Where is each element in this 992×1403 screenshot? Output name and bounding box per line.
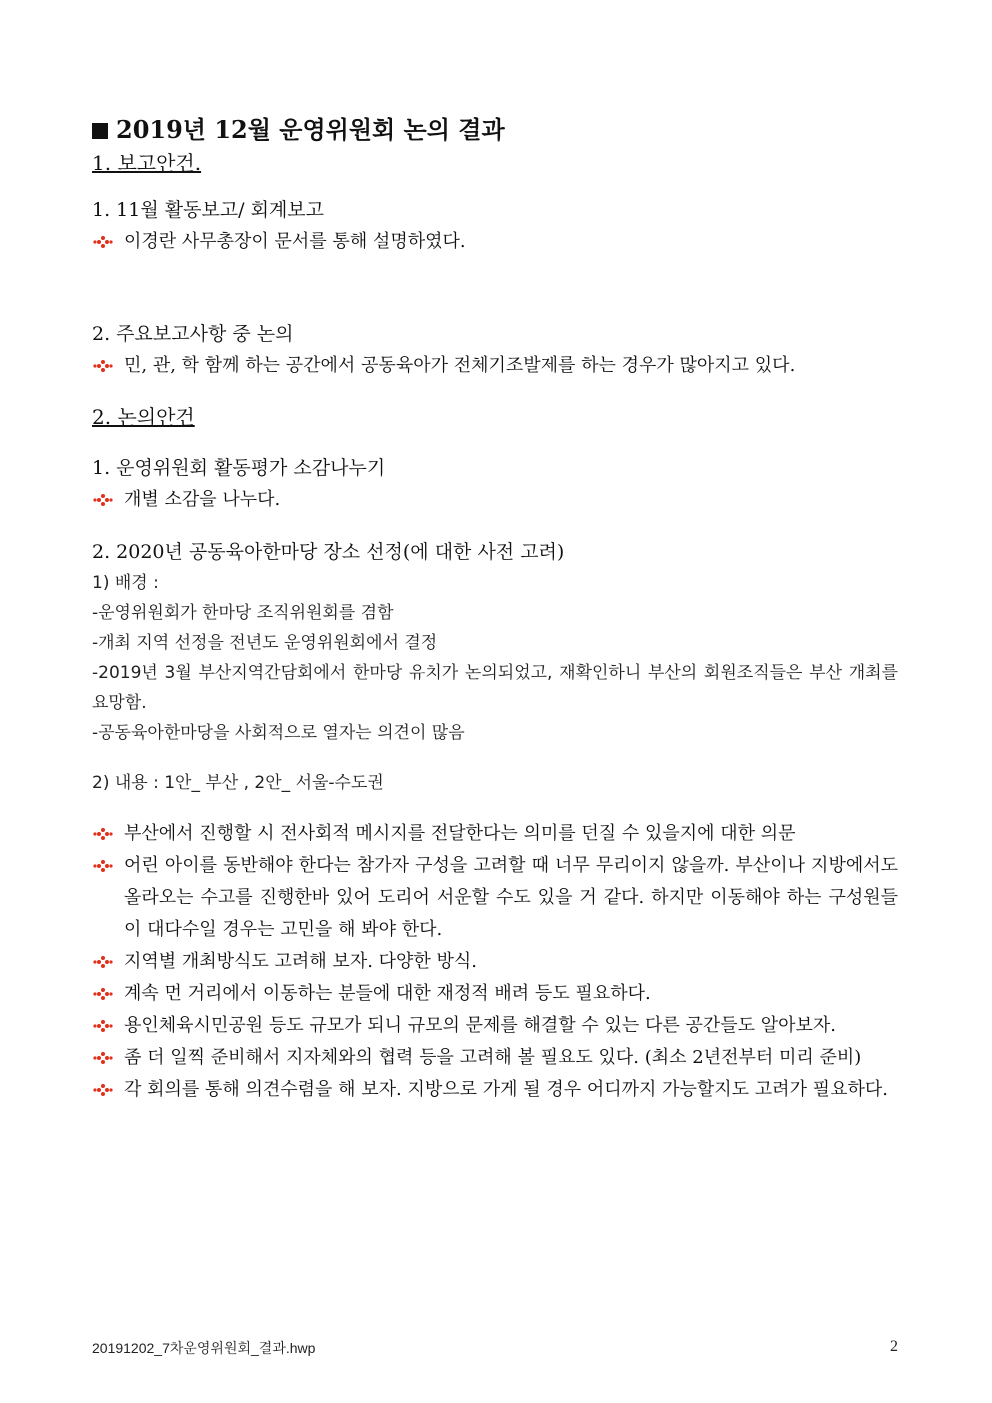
section-heading-discussion: 2. 논의안건 [92,405,195,429]
document-title: 2019년 12월 운영위원회 논의 결과 [92,112,898,148]
report-item-2-bullet: 민, 관, 학 함께 하는 공간에서 공동육아가 전체기조발제를 하는 경우가 많아지고 있다. [92,350,898,382]
background-line: -운영위원회가 한마당 조직위원회를 겸함 [92,603,394,623]
flower-bullet-icon [92,1010,114,1042]
report-item-2-title: 2. 주요보고사항 중 논의 [92,323,294,345]
flower-bullet-icon [92,1042,114,1074]
discussion-bullet: 지역별 개최방식도 고려해 보자. 다양한 방식. [92,946,898,978]
flower-bullet-icon [92,1074,114,1106]
section-heading-report: 1. 보고안건. [92,151,202,175]
content-line: 2) 내용 : 1안_ 부산 , 2안_ 서울-수도권 [92,773,384,793]
discussion-bullet: 좀 더 일찍 준비해서 지자체와의 협력 등을 고려해 볼 필요도 있다. (최소 2년전부터 미리 준비) [92,1042,898,1074]
background-line: -공동육아한마당을 사회적으로 열자는 의견이 많음 [92,723,465,743]
footer-filename: 20191202_7차운영위원회_결과.hwp [92,1340,316,1356]
background-line: -개최 지역 선정을 전년도 운영위원회에서 결정 [92,633,438,653]
flower-bullet-icon [92,818,114,850]
report-item-1-bullet: 이경란 사무총장이 문서를 통해 설명하였다. [92,226,898,258]
discussion-item-2-title: 2. 2020년 공동육아한마당 장소 선정(에 대한 사전 고려) [92,541,565,563]
discussion-bullet: 각 회의를 통해 의견수렴을 해 보자. 지방으로 가게 될 경우 어디까지 가능할지도 고려가 필요하다. [92,1074,898,1106]
discussion-bullet: 계속 먼 거리에서 이동하는 분들에 대한 재정적 배려 등도 필요하다. [92,978,898,1010]
page-footer [92,1338,898,1360]
discussion-item-1-bullet: 개별 소감을 나누다. [92,484,898,516]
flower-bullet-icon [92,978,114,1010]
page-number: 2 [890,1338,898,1355]
flower-bullet-icon [92,850,114,882]
flower-bullet-icon [92,226,114,258]
document-page [92,112,898,1106]
background-label: 1) 배경 : [92,573,159,593]
discussion-item-1-title: 1. 운영위원회 활동평가 소감나누기 [92,457,386,479]
report-item-1-title: 1. 11월 활동보고/ 회계보고 [92,199,325,221]
square-bullet-icon [92,123,108,139]
flower-bullet-icon [92,946,114,978]
flower-bullet-icon [92,484,114,516]
discussion-bullet: 부산에서 진행할 시 전사회적 메시지를 전달한다는 의미를 던질 수 있을지에 대한 의문 [92,818,898,850]
discussion-bullet: 용인체육시민공원 등도 규모가 되니 규모의 문제를 해결할 수 있는 다른 공간들도 알아보자. [92,1010,898,1042]
discussion-bullet: 어린 아이를 동반해야 한다는 참가자 구성을 고려할 때 너무 무리이지 않을까. 부산이나 지방에서도 올라오는 수고를 진행한바 있어 도리어 서운할 수도 있을 거 같다. 하지만 이동해야 하는 구성원들이 대다수일 경우는 고민을 해 봐야 한다. [92,850,898,946]
flower-bullet-icon [92,350,114,382]
background-line: -2019년 3월 부산지역간담회에서 한마당 유치가 논의되었고, 재확인하니 부산의 회원조직들은 부산 개최를 요망함. [92,663,898,713]
